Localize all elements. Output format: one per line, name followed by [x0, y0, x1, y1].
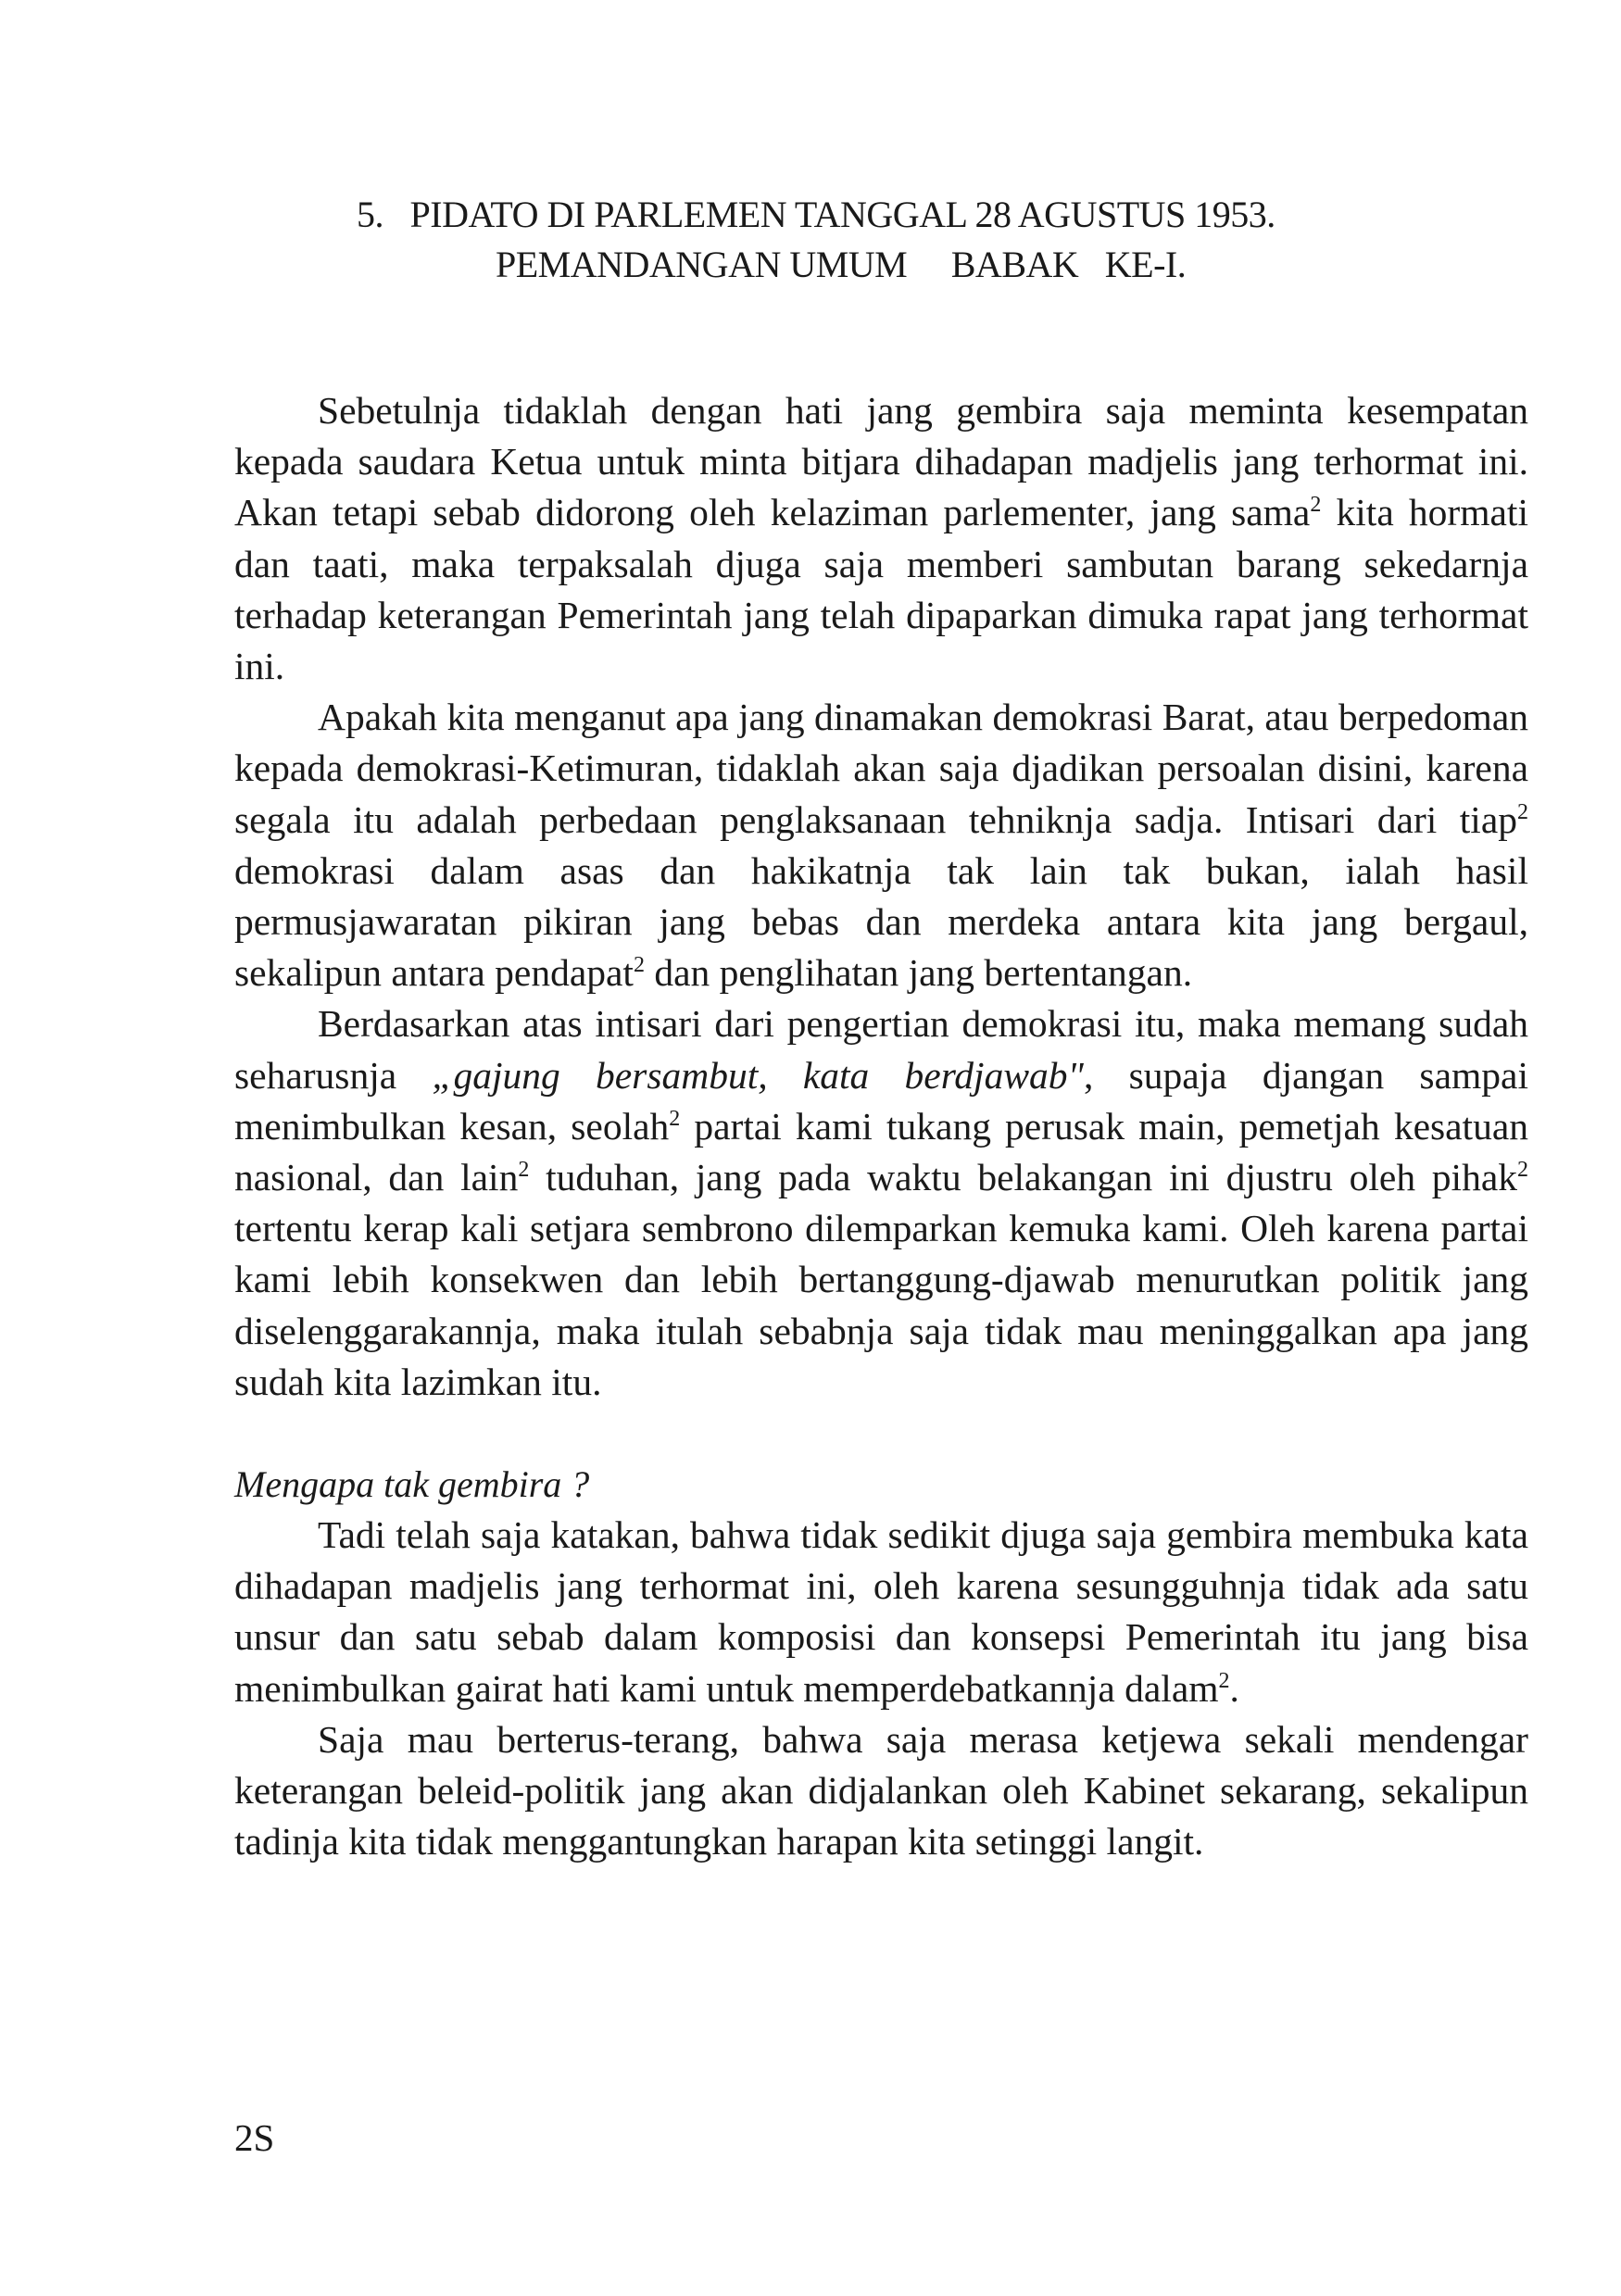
paragraph-3: [234, 998, 1528, 1408]
page-number: 2S: [234, 2116, 275, 2159]
paragraph-3-text-c: partai kami tukang perusak main, pemetjah kesatuan nasional, dan lain: [234, 1104, 1529, 1199]
paragraph-5-text-a: Saja mau berterus-terang, bahwa saja merasa ketjewa sekali mendengar keterangan beleid-politik jang akan didjalankan oleh Kabinet sekarang, sekalipun tadinja kita tidak menggantungkan harapan kita setinggi langit.: [234, 1717, 1528, 1863]
paragraph-3-text-a: Berdasarkan atas intisari dari pengertian demokrasi itu, maka memang sudah seharusnja: [234, 1002, 1528, 1097]
paragraph-3-text-b: , supaja djangan sampai menimbulkan kesan, seolah: [234, 1053, 1528, 1148]
body-text: [234, 385, 1528, 1867]
superscript-marker: 2: [669, 1106, 681, 1131]
superscript-marker: 2: [1517, 1158, 1529, 1183]
paragraph-1-text-b: kita hormati dan taati, maka terpaksalah djuga saja memberi sambutan barang sekedarnja terhadap keterangan Pemerintah jang telah dipaparkan dimuka rapat jang terhormat ini.: [234, 491, 1528, 688]
paragraph-5: [234, 1714, 1528, 1868]
superscript-marker: 2: [1517, 799, 1528, 824]
paragraph-3-text-d: tuduhan, jang pada waktu belakangan ini djustru oleh pihak: [529, 1156, 1518, 1199]
paragraph-4: [234, 1510, 1528, 1714]
section-subheading: Mengapa tak gembira ?: [234, 1463, 590, 1506]
paragraph-4-text-b: .: [1229, 1666, 1239, 1710]
paragraph-2-text-a: Apakah kita menganut apa jang dinamakan demokrasi Barat, atau berpedoman kepada demokrasi-Ketimuran, tidaklah akan saja djadikan persoalan disini, karena segala itu adalah perbedaan penglaksanaan tehniknja sadja. Intisari dari tiap: [234, 696, 1528, 841]
heading-line-1: 5. PIDATO DI PARLEMEN TANGGAL 28 AGUSTUS 1953.: [357, 194, 1275, 235]
superscript-marker: 2: [1218, 1668, 1230, 1693]
superscript-marker: 2: [518, 1158, 530, 1183]
italic-quote: „gajung bersambut, kata berdjawab": [432, 1053, 1084, 1097]
paragraph-3-text-e: tertentu kerap kali setjara sembrono dilemparkan kemuka kami. Oleh karena partai kami lebih konsekwen dan lebih bertanggung-djawab menurutkan politik jang diselenggarakannja, maka itulah sebabnja saja tidak mau meninggalkan apa jang sudah kita lazimkan itu.: [234, 1207, 1528, 1403]
paragraph-2-text-c: dan penglihatan jang bertentangan.: [644, 951, 1193, 995]
paragraph-1-text-a: Sebetulnja tidaklah dengan hati jang gembira saja meminta kesempatan kepada saudara Ketua untuk minta bitjara dihadapan madjelis jang terhormat ini. Akan tetapi sebab didorong oleh kelaziman parlementer, jang sama: [234, 389, 1528, 534]
paragraph-4-text-a: Tadi telah saja katakan, bahwa tidak sedikit djuga saja gembira membuka kata dihadapan madjelis jang terhormat ini, oleh karena sesungguhnja tidak ada satu unsur dan satu sebab dalam komposisi dan konsepsi Pemerintah itu jang bisa menimbulkan gairat hati kami untuk memperdebatkannja dalam: [234, 1513, 1528, 1710]
heading-line-2: PEMANDANGAN UMUM BABAK KE-I.: [496, 244, 1187, 285]
superscript-marker: 2: [633, 953, 645, 978]
superscript-marker: 2: [1310, 493, 1322, 518]
chapter-heading: [357, 190, 1422, 290]
paragraph-1: [234, 385, 1528, 692]
paragraph-2-text-b: demokrasi dalam asas dan hakikatnja tak lain tak bukan, ialah hasil permusjawaratan pikiran jang bebas dan merdeka antara kita jang bergaul, sekalipun antara pendapat: [234, 848, 1528, 995]
paragraph-2: [234, 692, 1528, 998]
